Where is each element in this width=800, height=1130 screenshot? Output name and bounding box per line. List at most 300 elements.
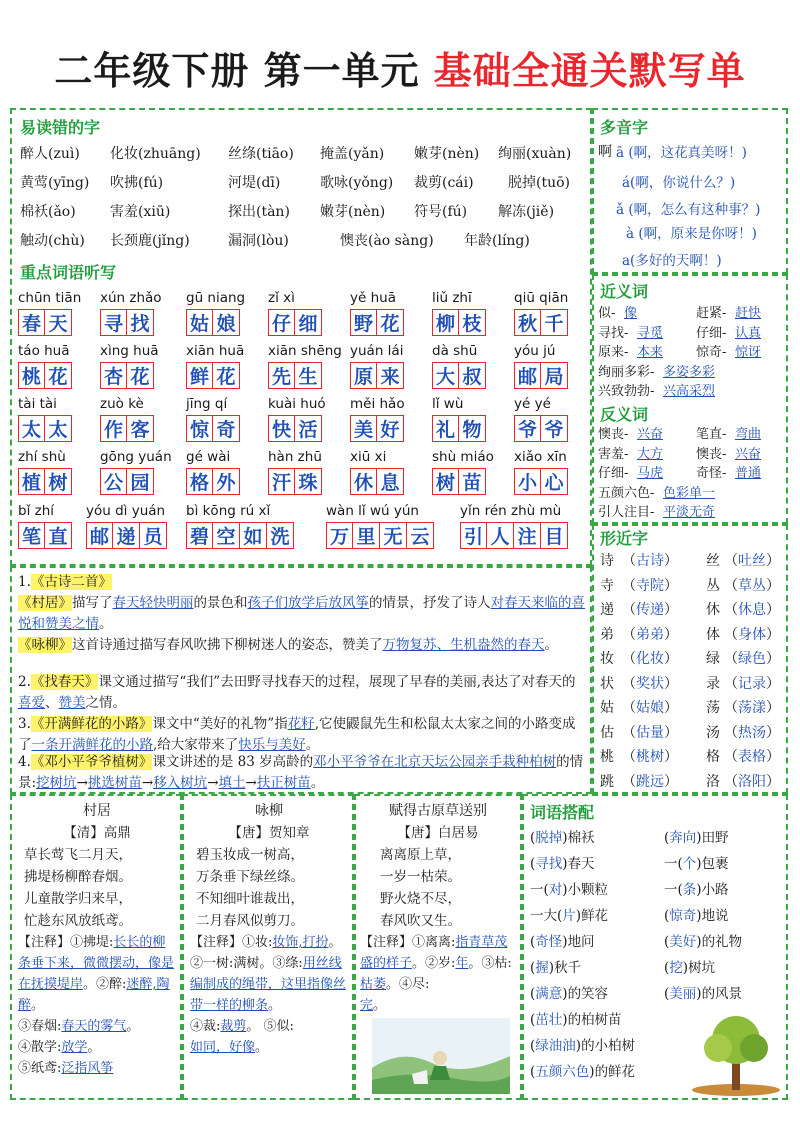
pinyin: xiǎo xīn xyxy=(514,449,567,465)
syn-word: 寻找- xyxy=(598,325,629,341)
grid-cell: 细 xyxy=(295,309,322,336)
similar-word: 奖状 xyxy=(636,675,664,692)
easy-word: 丝绦(tiāo) xyxy=(228,146,294,162)
grid-cell: 美 xyxy=(350,415,377,442)
similar-char: 状 xyxy=(600,675,614,692)
grid-cell: 花 xyxy=(45,362,72,389)
similar-word: 荡漾 xyxy=(738,700,766,716)
similar-word: 热汤 xyxy=(738,724,766,741)
easy-word: 长颈鹿(jǐng) xyxy=(110,233,190,249)
easy-word: 歌咏(yǒng) xyxy=(320,175,394,191)
ant-answer: 弯曲 xyxy=(735,427,762,442)
similar-word-wrap: （估量） xyxy=(622,724,678,741)
similar-char: 休 xyxy=(706,602,720,618)
pinyin: shù miáo xyxy=(432,449,494,465)
grid-cell: 爷 xyxy=(514,415,541,442)
poly-line: a(多好的天啊！) xyxy=(622,253,722,269)
grid-cell: 万 xyxy=(326,522,353,549)
char-grid xyxy=(460,522,568,549)
syn-word: 原来- xyxy=(598,345,629,360)
ant-word: 懊丧- xyxy=(696,446,727,462)
similar-word-wrap: （吐丝） xyxy=(724,553,780,569)
similar-word: 吐丝 xyxy=(738,553,766,569)
similar-char: 格 xyxy=(706,749,720,765)
pinyin: xìng huā xyxy=(100,343,159,359)
char-grid xyxy=(514,362,568,389)
pinyin: zuò kè xyxy=(100,396,144,412)
similar-word-wrap: （表格） xyxy=(724,749,780,765)
pinyin: xiū xi xyxy=(350,449,387,465)
collocation-item: (挖)树坑 xyxy=(664,960,716,976)
grid-cell: 休 xyxy=(350,468,377,495)
pinyin: wàn lǐ wú yún xyxy=(326,503,419,519)
similar-char: 丛 xyxy=(706,577,720,594)
collocation-item: (奇怪)地问 xyxy=(530,934,595,950)
ant-answer: 兴奋 xyxy=(637,427,664,442)
collocation-item: (美好)的礼物 xyxy=(664,934,743,950)
char-grid xyxy=(18,415,72,442)
collocation-heading: 词语搭配 xyxy=(530,803,595,822)
grid-cell: 太 xyxy=(18,415,45,442)
grid-cell: 先 xyxy=(268,362,295,389)
grid-cell: 活 xyxy=(295,415,322,442)
char-grid xyxy=(186,415,240,442)
collocation-item: 一(条)小路 xyxy=(664,882,729,898)
pinyin: gé wài xyxy=(186,449,231,465)
poem2-title: 咏柳 xyxy=(255,803,283,819)
char-grid xyxy=(350,309,404,336)
grid-cell: 碧 xyxy=(186,522,213,549)
grid-cell: 无 xyxy=(380,522,407,549)
easy-word: 害羞(xiū) xyxy=(110,204,171,220)
similar-char: 洛 xyxy=(706,773,720,790)
pinyin: tài tài xyxy=(18,396,57,412)
pinyin: yóu jú xyxy=(514,343,556,359)
grid-cell: 人 xyxy=(487,522,514,549)
ant-word: 害羞- xyxy=(598,446,629,462)
collocation-item: (绿油油)的小柏树 xyxy=(530,1038,636,1054)
syn-word: 兴致勃勃- xyxy=(598,384,655,399)
ant-word: 奇怪- xyxy=(696,466,727,481)
poly-line: ǎ (啊，怎么有这种事？) xyxy=(616,202,761,218)
pinyin: xiān huā xyxy=(186,343,245,359)
easy-word: 醉人(zuì) xyxy=(20,146,80,162)
similar-word-wrap: （古诗） xyxy=(622,553,678,569)
syn-answer: 多姿多彩 xyxy=(663,364,716,380)
ant-word: 仔细- xyxy=(598,466,629,481)
grid-cell: 树 xyxy=(45,468,72,495)
pinyin: yuán lái xyxy=(350,343,404,359)
easy-word: 嫩芽(nèn) xyxy=(320,204,386,220)
grid-cell: 野 xyxy=(350,309,377,336)
grid-cell: 娘 xyxy=(213,309,240,336)
similar-word: 桃树 xyxy=(636,749,664,765)
grid-cell: 直 xyxy=(45,522,72,549)
easy-word: 掩盖(yǎn) xyxy=(320,146,385,162)
pinyin: yě huā xyxy=(350,290,396,306)
similar-word-wrap: （绿色） xyxy=(724,651,780,667)
char-grid xyxy=(100,468,154,495)
pinyin: bì kōng rú xǐ xyxy=(186,503,271,519)
similar-word-wrap: （休息） xyxy=(724,602,780,618)
similar-word-wrap: （热汤） xyxy=(724,724,780,741)
syn-answer: 兴高采烈 xyxy=(663,384,716,399)
grid-cell: 苗 xyxy=(459,468,486,495)
similar-word: 化妆 xyxy=(636,651,664,667)
grid-cell: 注 xyxy=(514,522,541,549)
ant-word: 笔直- xyxy=(696,427,727,442)
grid-cell: 惊 xyxy=(186,415,213,442)
grid-cell: 树 xyxy=(432,468,459,495)
syn-word: 绚丽多彩- xyxy=(598,364,655,380)
grid-cell: 邮 xyxy=(86,522,113,549)
similar-char: 寺 xyxy=(600,577,614,594)
similar-word-wrap: （奖状） xyxy=(622,675,678,692)
poem-yongliu: 咏柳 【唐】贺知章 碧玉妆成一树高， 万条垂下绿丝绦。 不知细叶谁裁出， 二月春风似剪刀。 【注释】①妆:妆饰,打扮。②一树:满树。③绦:用丝线编制成的绳带，这里指像丝带一样的柳条。 ④裁:裁剪。 ⑤似: 如同，好像。 xyxy=(190,800,348,1058)
pinyin: zhí shù xyxy=(18,449,66,465)
poem2-author: 【唐】贺知章 xyxy=(228,825,310,841)
char-grid xyxy=(514,309,568,336)
summary-p4: 4.《邓小平爷爷植树》课文讲述的是 83 岁高龄的邓小平爷爷在北京天坛公园亲手栽种柏树的情景:挖树坑→挑选树苗→移入树坑→填土→扶正树苗。 xyxy=(18,754,584,791)
pinyin: xiān shēng xyxy=(268,343,342,359)
grid-cell: 找 xyxy=(127,309,154,336)
char-grid xyxy=(18,468,72,495)
pinyin: xún zhǎo xyxy=(100,290,162,306)
similar-word-wrap: （弟弟） xyxy=(622,626,678,643)
ant-word: 五颜六色- xyxy=(598,485,655,501)
grid-cell: 笔 xyxy=(18,522,45,549)
collocation-item: (寻找)春天 xyxy=(530,856,595,872)
similar-word: 姑娘 xyxy=(636,700,664,716)
collocation-item: (脱掉)棉袄 xyxy=(530,830,595,846)
grid-cell: 洗 xyxy=(267,522,294,549)
poem-caoyuan: 赋得古原草送别 【唐】白居易 离离原上草， 一岁一枯荣。 野火烧不尽， 春风吹又生。 【注释】①离离:指青草茂盛的样子。②岁:年。③枯:枯萎。④尽: 完。 xyxy=(360,800,516,1016)
grid-cell: 局 xyxy=(541,362,568,389)
poly-char: 啊 xyxy=(598,144,612,160)
grid-cell: 里 xyxy=(353,522,380,549)
grid-cell: 心 xyxy=(541,468,568,495)
ant-answer: 大方 xyxy=(637,446,664,462)
similar-char: 诗 xyxy=(600,553,614,569)
char-grid xyxy=(350,415,404,442)
grid-cell: 大 xyxy=(432,362,459,389)
similar-word: 估量 xyxy=(636,724,664,741)
grid-cell: 鲜 xyxy=(186,362,213,389)
grid-cell: 目 xyxy=(541,522,568,549)
easy-word: 漏洞(lòu) xyxy=(228,233,289,249)
grid-cell: 植 xyxy=(18,468,45,495)
similar-word-wrap: （传递） xyxy=(622,602,678,618)
title-part1: 二年级下册 第一单元 xyxy=(54,49,420,93)
syn-answer: 像 xyxy=(624,306,638,321)
char-grid xyxy=(186,522,294,549)
char-grid xyxy=(432,309,486,336)
easy-word: 年龄(líng) xyxy=(464,233,530,249)
easy-heading: 易读错的字 xyxy=(20,118,101,137)
grid-cell: 引 xyxy=(460,522,487,549)
similar-word-wrap: （洛阳） xyxy=(724,773,780,790)
collocation-item: (握)秋千 xyxy=(530,960,582,976)
syn-answer: 惊讶 xyxy=(735,345,762,360)
poem2-notes: 【注释】①妆:妆饰,打扮。②一树:满树。③绦:用丝线编制成的绳带，这里指像丝带一样的柳条。 ④裁:裁剪。 ⑤似: 如同，好像。 xyxy=(190,935,347,1055)
title-part2: 基础全通关默写单 xyxy=(433,49,746,93)
easy-word: 河堤(dī) xyxy=(228,175,281,191)
ant-word: 引人注目- xyxy=(598,505,655,520)
easy-word: 吹拂(fú) xyxy=(110,175,164,191)
syn-word: 仔细- xyxy=(696,325,727,341)
char-grid xyxy=(350,468,404,495)
tree-illustration xyxy=(688,1010,784,1096)
char-grid xyxy=(100,309,154,336)
similar-char: 丝 xyxy=(706,553,720,569)
easy-word: 脱掉(tuō) xyxy=(508,175,570,191)
grid-cell: 汗 xyxy=(268,468,295,495)
grid-cell: 生 xyxy=(295,362,322,389)
similar-char: 弟 xyxy=(600,626,614,643)
poem1-author: 【清】高鼎 xyxy=(63,825,131,841)
char-grid xyxy=(100,415,154,442)
grid-cell: 原 xyxy=(350,362,377,389)
similar-word: 绿色 xyxy=(738,651,766,667)
char-grid xyxy=(514,468,568,495)
collocation-item: 一(个)包裹 xyxy=(664,856,729,872)
syn-word: 似- xyxy=(598,306,616,321)
collocation-item: (奔向)田野 xyxy=(664,830,729,846)
grid-cell: 爷 xyxy=(541,415,568,442)
syn-word: 赶紧- xyxy=(696,306,727,321)
poem1-notes: 【注释】①拂堤:长长的柳条垂下来，微微摆动，像是在抚摸堤岸。②醉:迷醉,陶醉。 ③春烟:春天的雾气。 ④散学:放学。 ⑤纸鸢:泛指风筝 xyxy=(18,935,175,1076)
grid-cell: 客 xyxy=(127,415,154,442)
char-grid xyxy=(268,309,322,336)
grid-cell: 格 xyxy=(186,468,213,495)
char-grid xyxy=(18,362,72,389)
pinyin: liǔ zhī xyxy=(432,290,472,306)
ant-word: 懊丧- xyxy=(598,427,629,442)
char-grid xyxy=(268,468,322,495)
similar-word-wrap: （身体） xyxy=(724,626,780,643)
similar-word: 表格 xyxy=(738,749,766,765)
similar-char: 递 xyxy=(600,602,614,618)
syn-answer: 认真 xyxy=(735,325,762,341)
collocation-item: (美丽)的风景 xyxy=(664,986,743,1002)
similar-char: 跳 xyxy=(600,773,614,790)
ant-answer: 普通 xyxy=(735,466,762,481)
landscape-illustration xyxy=(372,1018,510,1094)
pinyin: gū niang xyxy=(186,290,246,306)
similar-word-wrap: （荡漾） xyxy=(724,700,780,716)
similar-word: 身体 xyxy=(738,626,766,643)
grid-cell: 邮 xyxy=(514,362,541,389)
pinyin: lǐ wù xyxy=(432,396,464,412)
similar-char: 绿 xyxy=(706,651,720,667)
char-grid xyxy=(186,309,240,336)
char-grid xyxy=(186,362,240,389)
easy-word: 懊丧(ào sàng) xyxy=(340,233,434,249)
grid-cell: 来 xyxy=(377,362,404,389)
grid-cell: 千 xyxy=(541,309,568,336)
similar-char: 妆 xyxy=(600,651,614,667)
ant-answer: 马虎 xyxy=(637,466,664,481)
char-grid xyxy=(432,415,486,442)
poem1-title: 村居 xyxy=(83,803,111,819)
pinyin: yóu dì yuán xyxy=(86,503,166,519)
similar-word-wrap: （记录） xyxy=(724,675,780,692)
pinyin: bǐ zhí xyxy=(18,503,55,519)
poly-heading: 多音字 xyxy=(600,118,649,137)
easy-word: 符号(fú) xyxy=(414,204,468,220)
easy-word: 黄莺(yīng) xyxy=(20,175,90,191)
ant-answer: 平淡无奇 xyxy=(663,505,716,520)
similar-char: 姑 xyxy=(600,700,614,716)
poem3-notes: 【注释】①离离:指青草茂盛的样子。②岁:年。③枯:枯萎。④尽: 完。 xyxy=(360,935,512,1013)
poem3-title: 赋得古原草送别 xyxy=(389,803,487,819)
similar-heading: 形近字 xyxy=(600,529,649,548)
char-grid xyxy=(186,468,240,495)
grid-cell: 枝 xyxy=(459,309,486,336)
easy-word: 探出(tàn) xyxy=(228,204,290,220)
char-grid xyxy=(18,309,72,336)
char-grid xyxy=(86,522,167,549)
grid-cell: 公 xyxy=(100,468,127,495)
page-title xyxy=(0,40,800,95)
collocation-item: (茁壮)的柏树苗 xyxy=(530,1012,622,1028)
grid-cell: 花 xyxy=(213,362,240,389)
char-grid xyxy=(268,415,322,442)
char-grid xyxy=(350,362,404,389)
similar-word-wrap: （跳远） xyxy=(622,773,678,790)
similar-word: 休息 xyxy=(738,602,766,618)
ant-answer: 兴奋 xyxy=(735,446,762,462)
grid-cell: 如 xyxy=(240,522,267,549)
char-grid xyxy=(100,362,154,389)
similar-char: 体 xyxy=(706,626,720,643)
similar-char: 荡 xyxy=(706,700,720,716)
similar-word-wrap: （寺院） xyxy=(622,577,678,594)
syn-heading: 近义词 xyxy=(600,282,649,301)
pinyin: táo huā xyxy=(18,343,70,359)
similar-char: 汤 xyxy=(706,724,720,741)
similar-word: 弟弟 xyxy=(636,626,664,643)
summary-p2: 2.《找春天》课文通过描写“我们”去田野寻找春天的过程，展现了早春的美丽,表达了对春天的喜爱、赞美之情。 xyxy=(18,674,576,711)
easy-word: 裁剪(cái) xyxy=(414,175,474,191)
grid-cell: 快 xyxy=(268,415,295,442)
grid-cell: 物 xyxy=(459,415,486,442)
grid-cell: 息 xyxy=(377,468,404,495)
grid-cell: 奇 xyxy=(213,415,240,442)
similar-char: 录 xyxy=(706,675,720,692)
collocation-item: 一(对)小颗粒 xyxy=(530,882,609,898)
similar-word-wrap: （姑娘） xyxy=(622,700,678,716)
collocation-item: (惊奇)地说 xyxy=(664,908,729,924)
char-grid xyxy=(268,362,322,389)
pinyin: chūn tiān xyxy=(18,290,82,306)
collocation-item: (五颜六色)的鲜花 xyxy=(530,1064,636,1080)
grid-cell: 好 xyxy=(377,415,404,442)
easy-word: 嫩芽(nèn) xyxy=(414,146,480,162)
char-grid xyxy=(18,522,72,549)
pinyin: hàn zhū xyxy=(268,449,322,465)
syn-answer: 寻觅 xyxy=(637,325,664,341)
char-grid xyxy=(432,362,486,389)
grid-cell: 太 xyxy=(45,415,72,442)
similar-word: 传递 xyxy=(636,602,664,618)
pinyin: qiū qiān xyxy=(514,290,569,306)
grid-cell: 空 xyxy=(213,522,240,549)
grid-cell: 柳 xyxy=(432,309,459,336)
easy-word: 棉袄(ǎo) xyxy=(20,204,76,220)
grid-cell: 桃 xyxy=(18,362,45,389)
similar-char: 估 xyxy=(600,724,614,741)
grid-cell: 园 xyxy=(127,468,154,495)
syn-answer: 本来 xyxy=(637,345,664,360)
easy-dictation-box xyxy=(10,108,592,566)
grid-cell: 作 xyxy=(100,415,127,442)
grid-cell: 礼 xyxy=(432,415,459,442)
grid-cell: 天 xyxy=(45,309,72,336)
syn-word: 惊奇- xyxy=(696,345,727,360)
summary-p3: 3.《开满鲜花的小路》课文中“美好的礼物”指花籽,它使鼹鼠先生和松鼠太太家之间的小路变成了一条开满鲜花的小路,给大家带来了快乐与美好。 xyxy=(18,716,576,753)
similar-char: 桃 xyxy=(600,749,614,765)
similar-word: 记录 xyxy=(738,675,766,692)
pinyin: yé yé xyxy=(514,396,551,412)
poly-line: à (啊，原来是你呀！) xyxy=(626,226,757,242)
easy-word: 触动(chù) xyxy=(20,233,85,249)
pinyin: kuài huó xyxy=(268,396,326,412)
grid-cell: 云 xyxy=(407,522,434,549)
grid-cell: 珠 xyxy=(295,468,322,495)
grid-cell: 外 xyxy=(213,468,240,495)
poly-line: ā (啊，这花真美呀！) xyxy=(616,145,747,161)
grid-cell: 仔 xyxy=(268,309,295,336)
similar-word-wrap: （化妆） xyxy=(622,651,678,667)
poly-line: á(啊，你说什么？) xyxy=(622,175,736,191)
easy-word: 绚丽(xuàn) xyxy=(498,146,572,162)
grid-cell: 春 xyxy=(18,309,45,336)
similar-word: 跳远 xyxy=(636,773,664,790)
pinyin: zǐ xì xyxy=(268,290,295,306)
char-grid xyxy=(326,522,434,549)
grid-cell: 小 xyxy=(514,468,541,495)
grid-cell: 花 xyxy=(127,362,154,389)
grid-cell: 递 xyxy=(113,522,140,549)
grid-cell: 秋 xyxy=(514,309,541,336)
pinyin: yǐn rén zhù mù xyxy=(460,503,562,519)
similar-word: 草丛 xyxy=(738,577,766,594)
grid-cell: 寻 xyxy=(100,309,127,336)
collocation-item: 一大(片)鲜花 xyxy=(530,908,609,924)
grid-cell: 姑 xyxy=(186,309,213,336)
grid-cell: 花 xyxy=(377,309,404,336)
ant-answer: 色彩单一 xyxy=(663,485,716,501)
pinyin: jīng qí xyxy=(186,396,228,412)
similar-word-wrap: （草丛） xyxy=(724,577,780,594)
poem-cunju: 村居 【清】高鼎 草长莺飞二月天， 拂堤杨柳醉春烟。 儿童散学归来早， 忙趁东风放纸鸢。 【注释】①拂堤:长长的柳条垂下来，微微摆动，像是在抚摸堤岸。②醉:迷醉,陶醉。 ③春烟:春天的雾气。 ④散学:放学。 ⑤纸鸢:泛指风筝 xyxy=(18,800,176,1079)
similar-word: 洛阳 xyxy=(738,773,766,790)
char-grid xyxy=(514,415,568,442)
pinyin: gōng yuán xyxy=(100,449,172,465)
similar-word: 古诗 xyxy=(636,553,664,569)
grid-cell: 杏 xyxy=(100,362,127,389)
grid-cell: 员 xyxy=(140,522,167,549)
dictation-heading: 重点词语听写 xyxy=(20,263,117,282)
similar-word: 寺院 xyxy=(636,577,664,594)
poem3-author: 【唐】白居易 xyxy=(397,825,479,841)
char-grid xyxy=(432,468,486,495)
similar-word-wrap: （桃树） xyxy=(622,749,678,765)
summary-p1: 1.《古诗二首》 《村居》描写了春天轻快明丽的景色和孩子们放学后放风筝的情景，抒发了诗人对春天来临的喜悦和赞美之情。 《咏柳》这首诗通过描写春风吹拂下柳树迷人的姿态，赞美了万物复苏、生机盎然的春天。 xyxy=(18,574,585,653)
pinyin: měi hǎo xyxy=(350,396,405,412)
easy-word: 化妆(zhuāng) xyxy=(110,146,201,162)
